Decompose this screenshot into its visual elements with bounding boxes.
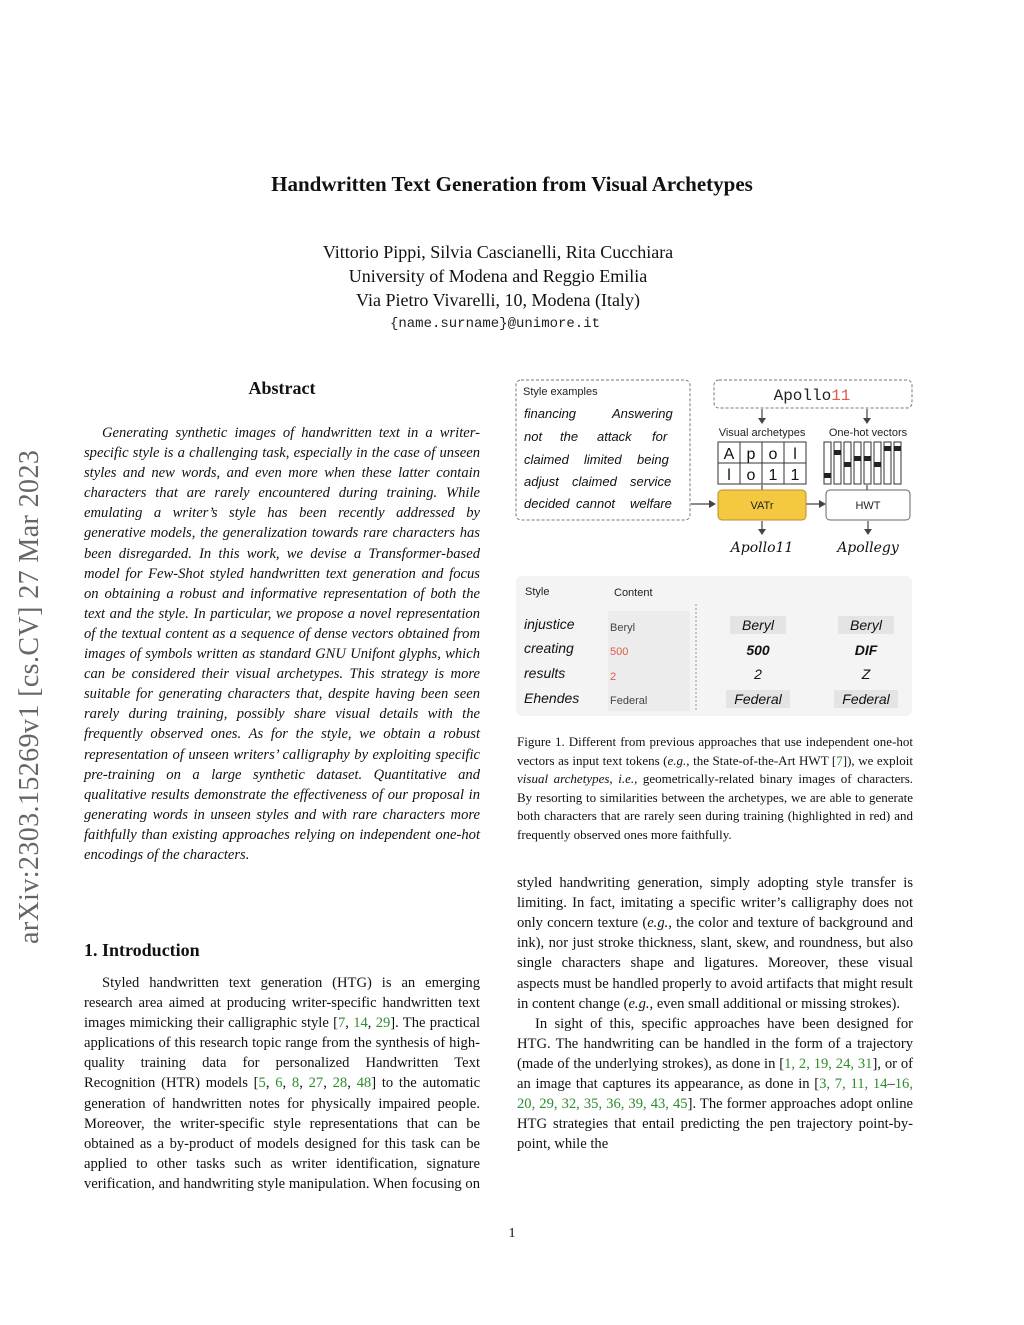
citation-link[interactable]: 27 [308,1075,324,1092]
handwritten-word: financing [524,406,577,421]
one-hot-label: One-hot vectors [828,427,908,439]
vatr-generated-word: Beryl [742,617,774,633]
paper-title: Handwritten Text Generation from Visual Archetypes [271,172,753,196]
content-column-header: Content [614,587,653,599]
vatr-generated-word: Federal [734,691,782,707]
handwritten-word: service [630,474,672,489]
hwt-generated-word: Federal [842,691,890,707]
hwt-generated-word: DIF [854,642,878,658]
vatr-label: VATr [750,500,774,512]
handwritten-word: decided [524,496,570,511]
arrow-head [709,500,716,508]
abstract-heading: Abstract [248,378,316,398]
citation-link[interactable]: 29 [375,1015,391,1032]
citation-link[interactable]: 48 [356,1075,372,1092]
abstract-text: Generating synthetic images of handwritten text in a writer-specific style is a challenging task, especially in the case of unseen styles and new words, and even more when these latter contain characters that are rarely encountered during training. While emulating a writer’s style has been recently addressed by generative models, the generalization towards rare characters has been disregarded. In this work, we devise a Transformer-based model for Few-Shot styled handwritten text generation and focus on obtaining a robust and informative representation of both the text and the style. In particular, we propose a novel representation of the textual content as a sequence of dense vectors obtained from images of symbols written as standard GNU Unifont glyphs, which can be considered their visual archetypes. This strategy is more suitable for generating characters that, despite having been seen rarely during training, possibly share visual details with the frequently observed ones. As for the style, we obtain a robust representation of unseen writers’ calligraphy by exploiting specific pre-training on a large synthetic dataset. Quantitative and qualitative results demonstrate the effectiveness of our proposal in generating words in unseen styles and with rare characters more faithfully than existing approaches relying on independent one-hot encodings of the characters. [84,425,480,863]
handwritten-word: cannot [576,496,616,511]
citation-link[interactable]: 7 [836,752,843,768]
handwritten-word: for [652,429,668,444]
arrow-head [758,529,766,535]
citation-link[interactable]: 7 [337,1015,346,1032]
citation-link[interactable]: 14 [353,1015,368,1032]
handwritten-word: Answering [612,406,673,421]
style-column-header: Style [525,586,550,598]
citation-link[interactable]: 6 [275,1075,283,1092]
email: {name.surname}@unimore.it [389,316,601,332]
hwt-generated-word: Z [861,666,871,682]
hwt-generated-word: Beryl [850,617,882,633]
archetype-glyph: l [793,446,797,463]
style-word: Ehendes [524,690,580,706]
arrow-head [863,418,871,424]
abstract-body [84,423,480,865]
archetype-glyph: 1 [790,467,800,484]
section-heading-introduction: 1. Introduction [84,940,200,960]
handwritten-word: not [524,429,543,444]
style-examples-words [524,406,673,511]
author-list: Vittorio Pippi, Silvia Cascianelli, Rita Cucchiara [322,242,674,262]
style-word: creating [524,640,574,656]
vatr-output-word: Apollo11 [730,540,794,556]
hwt-output-word: Apollegy [837,540,899,556]
archetype-glyph: A [723,446,735,463]
intro-column-right: styled handwriting generation, simply adopting style transfer is limiting. In fact, imitating a specific writer’s calligraphy does not only concern texture (e.g., the color and texture of background and ink), nor just stroke thickness, slant, skew, and roundness, but also single characters shape and ligatures. Moreover, these visual aspects must be handled properly to avoid artifacts that might result in content change (e.g., even small additional or missing strokes). In sight of this, specific approaches have been designed for HTG. The handwriting can be handled in the form of a trajectory (made of the underlying strokes), as done in [1, 2, 19, 24, 31], or of an image that captures its appearance, as done in [3, 7, 11, 14–16, 20, 29, 32, 35, 36, 39, 43, 45]. The former approaches adopt online HTG strategies that entail predicting the pen trajectory point-by-point, while the [517,873,913,1195]
handwritten-word: attack [597,429,632,444]
style-word: injustice [524,616,575,632]
citation-link[interactable]: 16, 20, 29, 32, 35, 36, 39, 43, 45 [517,1075,913,1113]
handwritten-word: claimed [524,452,569,467]
address: Via Pietro Vivarelli, 10, Modena (Italy) [356,290,640,310]
handwritten-word: the [560,429,579,444]
handwritten-word: adjust [524,474,559,489]
content-word: Beryl [610,622,636,634]
style-examples-label: Style examples [523,386,598,398]
arrow-head [864,529,872,535]
archetype-glyph: l [727,467,731,484]
handwritten-word: welfare [630,496,672,511]
hwt-label: HWT [855,500,881,512]
archetype-glyph: o [746,467,756,484]
vatr-generated-word: 500 [746,642,770,658]
arrow-head [819,500,826,508]
archetype-glyph: 1 [768,467,778,484]
handwritten-word: limited [584,452,622,467]
content-word: Federal [610,695,648,707]
content-word: 2 [610,671,617,683]
one-hot-vectors [824,442,901,484]
handwritten-word: claimed [572,474,617,489]
citation-link[interactable]: 1, 2, 19, 24, 31 [784,1055,873,1072]
page-number: 1 [508,1226,516,1241]
citation-link[interactable]: 5 [258,1075,266,1092]
visual-archetypes-label: Visual archetypes [718,427,806,439]
style-word: results [524,665,566,681]
archetype-glyph: o [768,446,778,463]
arrow-head [758,418,766,424]
intro-paragraph-2: In sight of this, specific approaches have been designed for HTG. The handwriting can be handled in the form of a trajectory (made of the underlying strokes), as done in [1, 2, 19, 24, 31], or of an image that captures its appearance, as done in [3, 7, 11, 14–16, 20, 29, 32, 35, 36, 39, 43, 45]. The former approaches adopt online HTG strategies that entail predicting the pen trajectory point-by-point, while the [517,1015,913,1153]
citation-link[interactable]: 8 [291,1075,300,1092]
vatr-generated-word: 2 [754,666,762,682]
affiliation: University of Modena and Reggio Emilia [348,266,648,286]
content-word: 500 [610,646,629,658]
citation-link[interactable]: 3, 7, 11, 14 [819,1075,888,1092]
figure-1 [512,376,916,721]
handwritten-word: being [637,452,669,467]
intro-paragraph-1: Styled handwritten text generation (HTG) is an emerging research area aimed at producing writer-specific handwritten text images mimicking their calligraphic style [7, 14, 29]. The practical applications of this research topic range from the synthesis of high-quality training data for personalized Handwritten Text Recognition (HTR) models [5, 6, 8, 27, 28, 48] to the automatic generation of handwritten notes for physically impaired people. Moreover, the writer-specific style representations that can be obtained as a by-product of models designed for this task can be applied to other tasks such as writer identification, signature verification, and handwriting style manipulation. When focusing on [84,975,480,1192]
input-word: Apollo11 [773,387,851,405]
citation-link[interactable]: 28 [332,1075,348,1092]
figure-caption: Figure 1. Different from previous approaches that use independent one-hot vectors as input text tokens (e.g., the State-of-the-Art HWT [7]), we exploit visual archetypes, i.e., geometrically-related binary images of characters. By resorting to similarities between the archetypes, we are able to generate both characters that are rarely seen during training (highlighted in red) and frequently observed ones more faithfully. [517,734,914,842]
arxiv-stamp: arXiv:2303.15269v1 [cs.CV] 27 Mar 2023 [14,449,45,944]
archetype-glyph: p [746,446,756,463]
intro-column-left [84,973,480,1194]
